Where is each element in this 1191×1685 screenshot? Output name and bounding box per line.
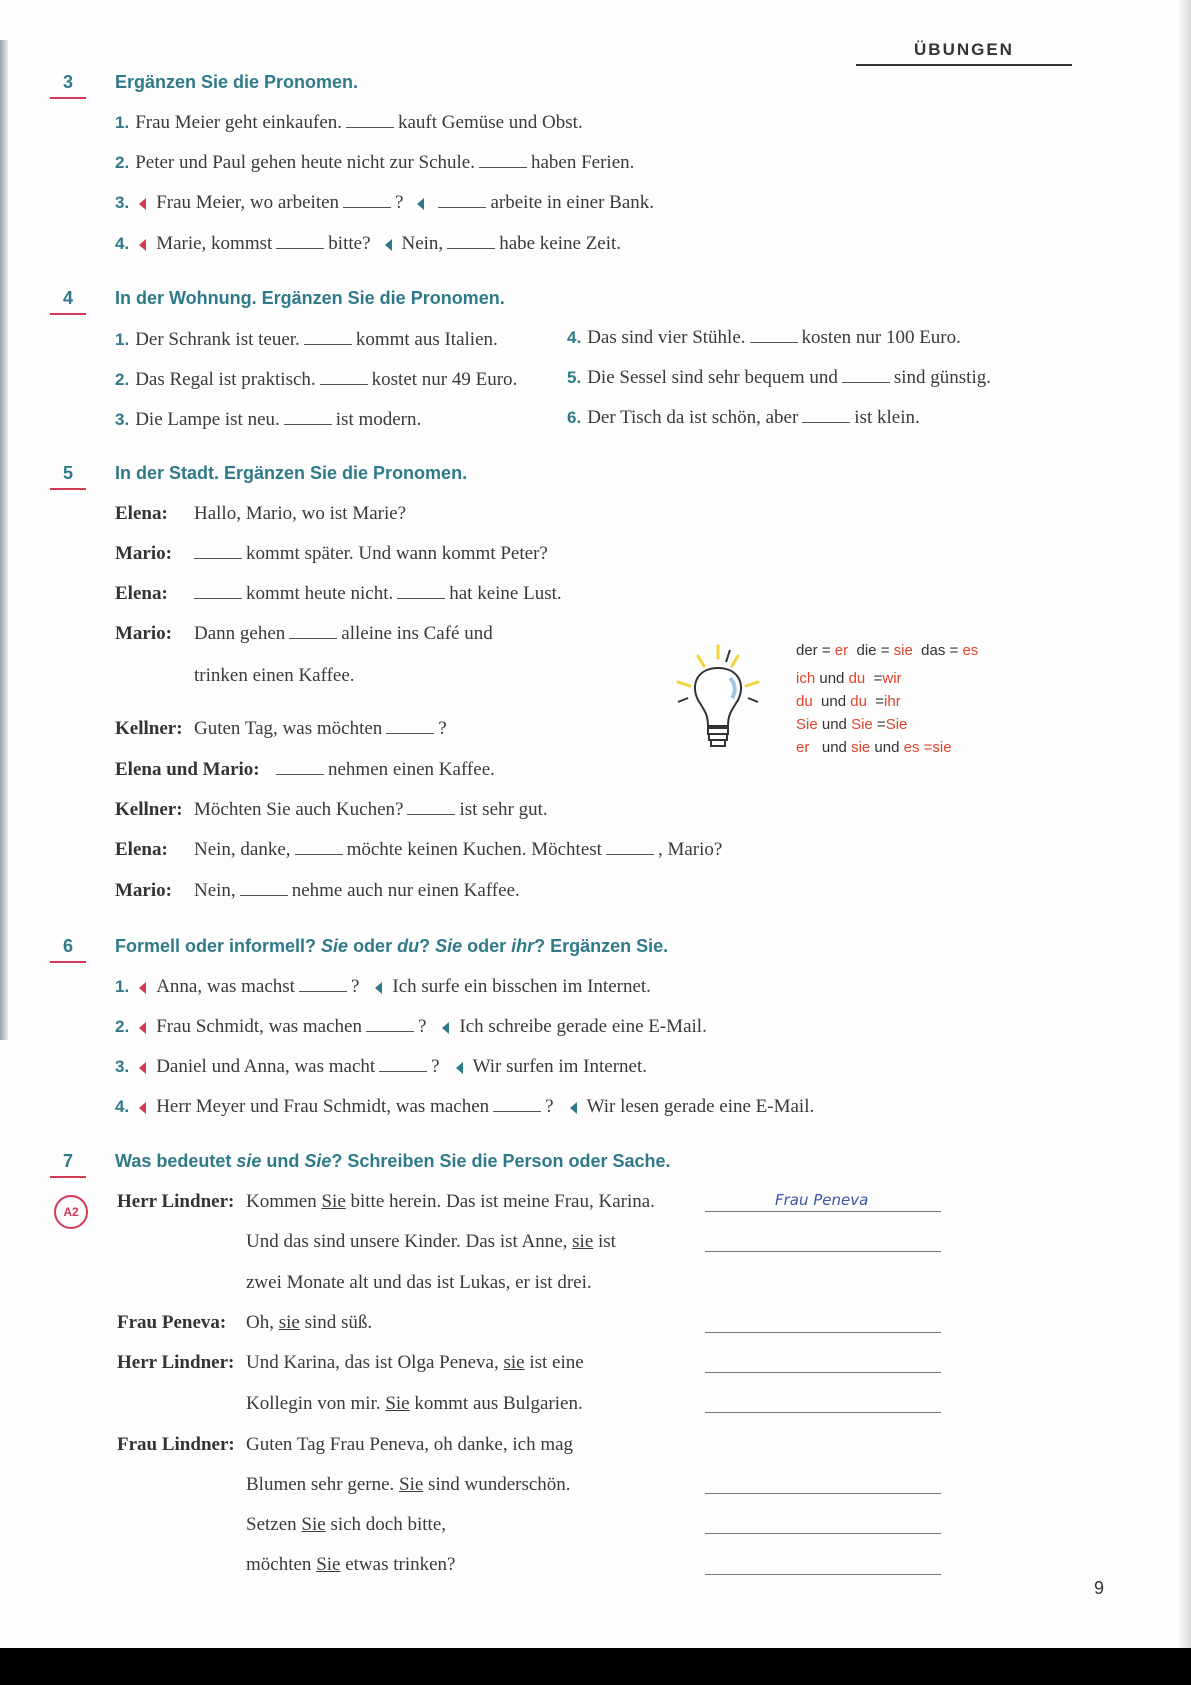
answer-blank[interactable] <box>194 544 242 559</box>
answer-blank[interactable] <box>289 624 337 639</box>
tip-word: wir <box>882 670 902 687</box>
dialogue-text: Kommen <box>246 1191 322 1212</box>
item-number: 3. <box>115 193 130 212</box>
item-text: Daniel und Anna, was macht <box>156 1056 376 1077</box>
tip-word: das <box>921 642 946 659</box>
answer-blank[interactable] <box>407 800 455 815</box>
dialogue-text: Dann gehen <box>194 623 286 644</box>
tip-word: und <box>819 670 845 687</box>
item-text: ? <box>350 976 360 997</box>
item-text: Wir surfen im Internet. <box>472 1056 648 1077</box>
speaker-arrow-icon <box>139 1022 146 1034</box>
tip-word: = <box>880 642 890 659</box>
answer-blank[interactable] <box>479 153 527 168</box>
item-number: 1. <box>115 330 130 349</box>
item-text: Die Lampe ist neu. <box>135 409 280 430</box>
item-text: Peter und Paul gehen heute nicht zur Schule. <box>135 152 475 173</box>
dialogue-text: Oh, <box>246 1312 279 1333</box>
exercise-item <box>567 407 920 429</box>
tip-word: ihr <box>884 693 901 710</box>
speaker-label: Elena und Mario: <box>115 759 260 780</box>
reply-arrow-icon <box>385 239 392 251</box>
exercise-number: 6 <box>50 936 86 963</box>
dialogue-text: Nein, <box>194 880 236 901</box>
item-number: 3. <box>115 410 130 429</box>
dialogue-line <box>246 1191 655 1213</box>
speaker-label: Kellner: <box>115 718 183 739</box>
item-text: ? <box>545 1096 554 1117</box>
speaker-label: Mario: <box>115 880 172 901</box>
item-number: 2. <box>115 370 130 389</box>
tip-word: sie <box>932 739 952 756</box>
item-text: Ich surfe ein bisschen im Internet. <box>392 976 651 997</box>
item-text: kommt aus Italien. <box>355 329 498 350</box>
dialogue-line <box>194 583 562 605</box>
answer-blank[interactable] <box>346 113 394 128</box>
dialogue-text: nehmen einen Kaffee. <box>328 759 495 780</box>
item-number: 4. <box>115 234 130 253</box>
answer-blank[interactable] <box>276 234 324 249</box>
level-badge: A2 <box>54 1195 88 1229</box>
tip-word: und <box>821 693 847 710</box>
answer-blank[interactable] <box>447 234 495 249</box>
answer-blank[interactable] <box>240 881 288 896</box>
exercise-item <box>115 233 621 255</box>
item-number: 4. <box>567 328 582 347</box>
item-text: Das sind vier Stühle. <box>587 327 746 348</box>
scan-border <box>0 1648 1191 1685</box>
pronoun: Sie <box>301 1514 326 1535</box>
dialogue-text: hat keine Lust. <box>449 583 562 604</box>
item-text: Die Sessel sind sehr bequem und <box>587 367 838 388</box>
pronoun: sie <box>278 1312 300 1333</box>
reply-arrow-icon <box>570 1102 577 1114</box>
answer-line[interactable] <box>705 1371 941 1373</box>
exercise-item <box>115 329 498 351</box>
reply-arrow-icon <box>375 982 382 994</box>
tip-word: = <box>821 642 831 659</box>
tip-word: er <box>796 739 810 756</box>
exercise-title <box>115 936 668 957</box>
tip-word: und <box>821 716 847 733</box>
reply-arrow-icon <box>417 198 424 210</box>
page-number: 9 <box>1094 1578 1105 1598</box>
exercise-item <box>115 1056 647 1078</box>
dialogue-text: Und Karina, das ist Olga Peneva, <box>246 1352 504 1373</box>
pronoun: Sie <box>321 1191 346 1212</box>
item-number: 5. <box>567 368 582 387</box>
dialogue-text: Nein, danke, <box>194 839 291 860</box>
tip-word: ich <box>796 670 816 687</box>
title-part: Sie <box>321 936 349 956</box>
exercise-item <box>115 976 651 998</box>
answer-blank[interactable] <box>397 584 445 599</box>
item-text: Das Regal ist praktisch. <box>135 369 316 390</box>
tip-word: es <box>962 642 979 659</box>
item-number: 4. <box>115 1097 130 1116</box>
dialogue-line <box>194 799 548 821</box>
exercise-number: 4 <box>50 288 86 315</box>
tip-word: du <box>796 693 813 710</box>
exercise-item <box>567 327 961 349</box>
tip-word: sie <box>893 642 913 659</box>
item-text: Marie, kommst <box>156 233 273 254</box>
tip-word: und <box>821 739 847 756</box>
item-text: Frau Meier, wo arbeiten <box>156 192 340 213</box>
item-text: ist modern. <box>335 409 422 430</box>
answer-blank[interactable] <box>295 840 343 855</box>
exercise-item <box>115 152 634 174</box>
dialogue-text: Kollegin von mir. <box>246 1393 386 1414</box>
speaker-label: Mario: <box>115 543 172 564</box>
title-part: du <box>397 936 420 956</box>
dialogue-text: etwas trinken? <box>340 1554 456 1575</box>
dialogue-text: ist eine <box>524 1352 584 1373</box>
dialogue-text: , Mario? <box>657 839 723 860</box>
tip-word: du <box>850 693 867 710</box>
item-text: Frau Meier geht einkaufen. <box>135 112 342 133</box>
dialogue-line <box>246 1312 372 1334</box>
title-part: ihr <box>511 936 535 956</box>
exercise-item <box>115 1096 814 1118</box>
item-text: Der Schrank ist teuer. <box>135 329 300 350</box>
item-text: ? <box>395 192 404 213</box>
dialogue-line: Hallo, Mario, wo ist Marie? <box>194 503 407 524</box>
answer-line[interactable] <box>705 1532 941 1534</box>
item-text: Der Tisch da ist schön, aber <box>587 407 799 428</box>
speaker-label: Mario: <box>115 623 172 644</box>
answer-line[interactable] <box>705 1411 941 1413</box>
title-part: ? Schreiben Sie die Person oder Sache. <box>331 1151 671 1171</box>
title-part: Sie <box>435 936 463 956</box>
exercise-number: 5 <box>50 463 86 490</box>
dialogue-line <box>194 880 520 902</box>
item-text: sind günstig. <box>893 367 991 388</box>
exercise-title: Ergänzen Sie die Pronomen. <box>115 72 359 92</box>
dialogue-text: alleine ins Café und <box>341 623 493 644</box>
speaker-arrow-icon <box>139 198 146 210</box>
dialogue-text: möchten <box>246 1554 317 1575</box>
reply-arrow-icon <box>442 1022 449 1034</box>
speaker-arrow-icon <box>139 982 146 994</box>
answer-blank[interactable] <box>284 410 332 425</box>
tip-word: er <box>834 642 849 659</box>
item-text: Ich schreibe gerade eine E-Mail. <box>459 1016 707 1037</box>
item-text: bitte? <box>328 233 371 254</box>
pronoun: Sie <box>385 1393 410 1414</box>
answer-blank[interactable] <box>842 368 890 383</box>
title-part: oder <box>348 936 398 956</box>
tip-word: Sie <box>796 716 818 733</box>
speaker-label: Frau Lindner: <box>117 1434 235 1455</box>
tip-word: = <box>875 693 885 710</box>
dialogue-text: ? <box>438 718 447 739</box>
tip-row <box>796 716 907 733</box>
item-text: ist klein. <box>854 407 920 428</box>
tip-row <box>796 739 952 756</box>
tip-word: Sie <box>851 716 873 733</box>
exercise-number: 7 <box>50 1151 86 1178</box>
dialogue-text: Und das sind unsere Kinder. Das ist Anne, <box>246 1231 573 1252</box>
item-text: Wir lesen gerade eine E-Mail. <box>586 1096 815 1117</box>
item-text: habe keine Zeit. <box>499 233 622 254</box>
tip-word: und <box>874 739 900 756</box>
answer-line[interactable] <box>705 1331 941 1333</box>
exercise-title: In der Stadt. Ergänzen Sie die Pronomen. <box>115 463 468 483</box>
answer-line[interactable] <box>705 1573 941 1575</box>
tip-row <box>796 670 902 687</box>
answer-blank[interactable] <box>386 719 434 734</box>
tip-word: = <box>873 670 883 687</box>
answer-blank[interactable] <box>299 977 347 992</box>
item-text: ? <box>431 1056 440 1077</box>
reply-arrow-icon <box>456 1062 463 1074</box>
exercise-item <box>115 1016 707 1038</box>
answer-blank[interactable] <box>493 1097 541 1112</box>
answer-blank[interactable] <box>366 1017 414 1032</box>
dialogue-text: möchte keinen Kuchen. Möchtest <box>346 839 602 860</box>
dialogue-line <box>276 759 495 781</box>
item-number: 2. <box>115 153 130 172</box>
dialogue-text: sind süß. <box>299 1312 373 1333</box>
pronoun: sie <box>572 1231 594 1252</box>
tip-word: sie <box>851 739 871 756</box>
speaker-label: Elena: <box>115 839 168 860</box>
dialogue-line <box>194 543 548 565</box>
exercise-item <box>567 367 991 389</box>
dialogue-text: ist sehr gut. <box>459 799 548 820</box>
dialogue-line <box>194 718 447 740</box>
title-part: Formell oder informell? <box>115 936 322 956</box>
speaker-label: Elena: <box>115 503 168 524</box>
title-part: sie <box>236 1151 262 1171</box>
exercise-item <box>115 192 654 214</box>
item-number: 3. <box>115 1057 130 1076</box>
answer-blank[interactable] <box>194 584 242 599</box>
dialogue-text: Blumen sehr gerne. <box>246 1474 400 1495</box>
item-number: 1. <box>115 977 130 996</box>
dialogue-text: nehme auch nur einen Kaffee. <box>291 880 520 901</box>
dialogue-line <box>246 1352 584 1374</box>
title-part: ? <box>419 936 436 956</box>
lightbulb-icon <box>668 642 774 762</box>
title-part: Was bedeutet <box>115 1151 237 1171</box>
tip-word: = <box>949 642 959 659</box>
item-number: 1. <box>115 113 130 132</box>
dialogue-line <box>246 1393 583 1415</box>
pronoun: Sie <box>316 1554 341 1575</box>
answer-blank[interactable] <box>379 1057 427 1072</box>
tip-word: = <box>876 716 886 733</box>
answer-blank[interactable] <box>606 840 654 855</box>
speaker-arrow-icon <box>139 1062 146 1074</box>
dialogue-text: kommt später. Und wann kommt Peter? <box>246 543 548 564</box>
item-text: Frau Schmidt, was machen <box>156 1016 362 1037</box>
dialogue-line: trinken einen Kaffee. <box>194 665 355 686</box>
dialogue-line <box>246 1231 616 1253</box>
exercise-item <box>115 112 583 134</box>
exercise-item <box>115 409 421 431</box>
answer-blank[interactable] <box>320 370 368 385</box>
item-text: Nein, <box>401 233 444 254</box>
page-edge-shadow <box>1177 0 1191 1648</box>
dialogue-line: Guten Tag Frau Peneva, oh danke, ich mag <box>246 1434 574 1455</box>
item-text: kostet nur 49 Euro. <box>371 369 518 390</box>
dialogue-line <box>246 1554 455 1576</box>
title-part: oder <box>462 936 512 956</box>
dialogue-text: sich doch bitte, <box>325 1514 446 1535</box>
answer-blank[interactable] <box>343 193 391 208</box>
dialogue-text: bitte herein. Das ist meine Frau, Karina. <box>345 1191 655 1212</box>
item-text: ? <box>417 1016 427 1037</box>
tip-word: es <box>903 739 920 756</box>
speaker-arrow-icon <box>139 239 146 251</box>
speaker-arrow-icon <box>139 1102 146 1114</box>
item-text: arbeite in einer Bank. <box>490 192 655 213</box>
dialogue-line <box>246 1514 446 1536</box>
dialogue-text: ist <box>593 1231 616 1252</box>
speaker-label: Frau Peneva: <box>117 1312 227 1333</box>
item-number: 2. <box>115 1017 130 1036</box>
tip-row <box>796 642 978 659</box>
answer-blank[interactable] <box>438 193 486 208</box>
answer-blank[interactable] <box>304 330 352 345</box>
dialogue-text: sind wunderschön. <box>423 1474 571 1495</box>
tip-word: = <box>923 739 933 756</box>
exercise-number: 3 <box>50 72 86 99</box>
pronoun: Sie <box>399 1474 424 1495</box>
exercise-title: In der Wohnung. Ergänzen Sie die Pronomen. <box>115 288 505 308</box>
title-part: ? Ergänzen Sie. <box>534 936 669 956</box>
answer-blank[interactable] <box>750 328 798 343</box>
dialogue-line <box>194 623 493 645</box>
dialogue-text: Guten Tag, was möchten <box>194 718 383 739</box>
dialogue-line: zwei Monate alt und das ist Lukas, er ist drei. <box>246 1272 592 1293</box>
item-number: 6. <box>567 408 582 427</box>
handwritten-answer: Frau Peneva <box>775 1191 869 1209</box>
item-text: haben Ferien. <box>530 152 635 173</box>
section-header: ÜBUNGEN <box>856 40 1072 66</box>
item-text: Herr Meyer und Frau Schmidt, was machen <box>156 1096 490 1117</box>
dialogue-text: Setzen <box>246 1514 302 1535</box>
speaker-label: Kellner: <box>115 799 183 820</box>
speaker-label: Elena: <box>115 583 168 604</box>
answer-blank[interactable] <box>276 760 324 775</box>
dialogue-line <box>246 1474 571 1496</box>
page-spine-shadow <box>0 40 8 1040</box>
dialogue-text: Möchten Sie auch Kuchen? <box>194 799 404 820</box>
dialogue-text: kommt aus Bulgarien. <box>409 1393 583 1414</box>
item-text: kosten nur 100 Euro. <box>801 327 961 348</box>
tip-row <box>796 693 901 710</box>
item-text: Anna, was machst <box>156 976 295 997</box>
speaker-label: Herr Lindner: <box>117 1191 235 1212</box>
tip-word: die <box>856 642 877 659</box>
pronoun: sie <box>503 1352 525 1373</box>
dialogue-line <box>194 839 722 861</box>
answer-blank[interactable] <box>802 408 850 423</box>
tip-word: Sie <box>885 716 908 733</box>
title-part: und <box>261 1151 305 1171</box>
speaker-label: Herr Lindner: <box>117 1352 235 1373</box>
item-text: kauft Gemüse und Obst. <box>398 112 583 133</box>
dialogue-text: kommt heute nicht. <box>246 583 394 604</box>
title-part: Sie <box>304 1151 332 1171</box>
exercise-item <box>115 369 517 391</box>
answer-line[interactable] <box>705 1492 941 1494</box>
answer-line[interactable] <box>705 1210 941 1212</box>
answer-line[interactable] <box>705 1250 941 1252</box>
tip-word: du <box>848 670 866 687</box>
exercise-title <box>115 1151 671 1172</box>
tip-word: der <box>796 642 818 659</box>
